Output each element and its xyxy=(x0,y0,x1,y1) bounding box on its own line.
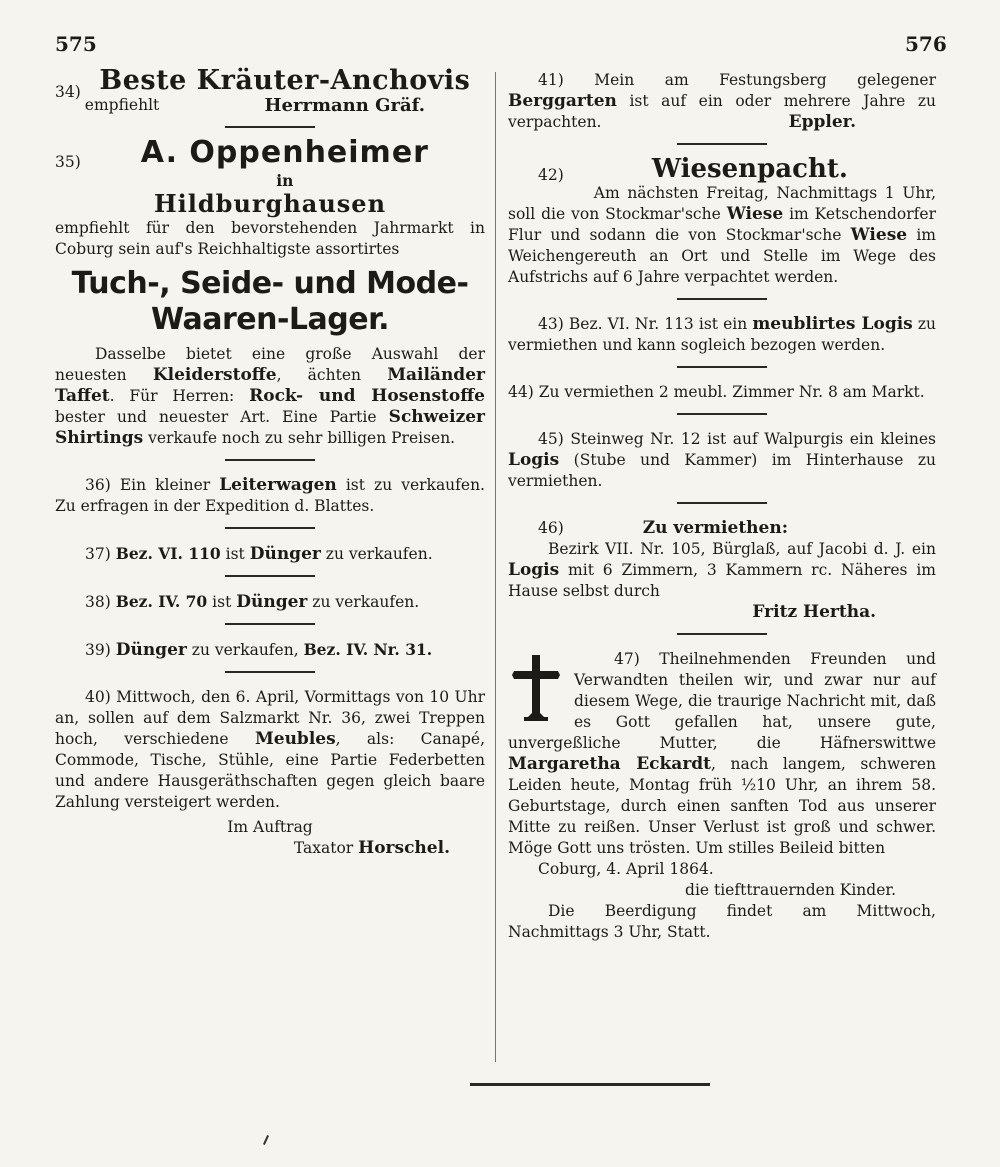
ad-headline: Beste Kräuter-Anchovis xyxy=(99,65,471,96)
ad-number: 46) xyxy=(538,519,564,537)
ad-signature: Herrmann Gräf. xyxy=(264,95,425,116)
ad-headline: Wiesenpacht. xyxy=(651,154,848,184)
ad-headline: Zu vermiethen: xyxy=(642,518,788,538)
separator xyxy=(225,623,315,625)
ad-41: 41) Mein am Festungsberg gelegener Berggarten ist auf ein oder mehrere Jahre zu verpachten. Eppler. xyxy=(508,71,936,132)
separator xyxy=(677,502,767,504)
ad-47: 47) Theilnehmenden Freunden und Verwandten theilen wir, und zwar nur auf diesem Wege, die traurige Nachricht mit, daß es Gott gefallen hat, unsere gute, unvergeßliche Mutter, die Häfnerswittwe Margaretha Eckardt, nach langem, schweren Leiden heute, Montag früh ½10 Uhr, an ihrem 58. Geburtstage, durch einen sanften Tod aus unserer Mitte zu reißen. Unser Verlust ist groß und schwer. Möge Gott uns trösten. Um stilles Beileid bitten Coburg, 4. April 1864. die tiefttrauernden Kinder. Die Beerdigung findet am Mittwoch, Nachmittags 3 Uhr, Statt. xyxy=(508,650,936,941)
ad-body: Dasselbe bietet eine große Auswahl der neuesten Kleiderstoffe, ächten Mailänder Taffet. Für Herren: Rock- und Hosenstoffe bester und neuester Art. Eine Partie Schweizer Shirtings verkaufe noch zu sehr billigen Preisen. xyxy=(55,345,485,448)
separator xyxy=(677,413,767,415)
ad-39: 39) Dünger zu verkaufen, Bez. IV. Nr. 31. xyxy=(85,640,433,660)
separator xyxy=(677,633,767,635)
ad-45: 45) Steinweg Nr. 12 ist auf Walpurgis ein kleines Logis (Stube und Kammer) im Hinterhause zu vermiethen. xyxy=(508,430,936,490)
firm-name: A. Oppenheimer xyxy=(140,135,429,170)
town-name: Hildburghausen xyxy=(153,189,387,218)
ad-signature: Eppler. xyxy=(788,112,856,132)
separator xyxy=(225,126,315,128)
right-column xyxy=(508,70,936,947)
ad-signature: die tiefttrauernden Kinder. xyxy=(685,881,896,899)
ad-intro: empfiehlt für den bevorstehenden Jahrmarkt in Coburg sein auf's Reichhaltigste assortirtes xyxy=(55,219,485,258)
ad-in: in xyxy=(276,171,294,190)
ad-46: 46) Zu vermiethen: Bezirk VII. Nr. 105, Bürglaß, auf Jacobi d. J. ein Logis mit 6 Zimmern, 3 Kammern rc. Näheres im Hause selbst durch Fritz Hertha. xyxy=(508,518,936,622)
ad-signature-line: Im Auftrag xyxy=(227,818,313,836)
separator xyxy=(677,143,767,145)
separator xyxy=(225,527,315,529)
separator xyxy=(225,671,315,673)
ad-37: 37) Bez. VI. 110 ist Dünger zu verkaufen. xyxy=(85,544,433,564)
ad-text: empfiehlt xyxy=(84,96,160,114)
separator xyxy=(225,575,315,577)
ad-44: 44) Zu vermiethen 2 meubl. Zimmer Nr. 8 am Markt. xyxy=(508,383,925,401)
ad-number: 34) xyxy=(55,83,81,101)
ad-34 xyxy=(55,65,485,116)
bottom-rule xyxy=(470,1083,710,1086)
ad-36: 36) Ein kleiner Leiterwagen ist zu verkaufen. Zu erfragen in der Expedition d. Blattes. xyxy=(55,475,485,515)
page-number-left: 575 xyxy=(55,32,97,56)
ad-headline: Tuch-, Seide- und Mode-Waaren-Lager. xyxy=(71,266,469,337)
ad-35 xyxy=(55,135,485,449)
ad-42: 42) Wiesenpacht. Am nächsten Freitag, Nachmittags 1 Uhr, soll die von Stockmar'sche Wiese im Ketschendorfer Flur und sodann die von Stockmar'sche Wiese im Weichengereuth an Ort und Stelle im Wege des Aufstrichs auf 6 Jahre verpachtet werden. xyxy=(508,154,936,286)
ad-funeral-note: Die Beerdigung findet am Mittwoch, Nachmittags 3 Uhr, Statt. xyxy=(508,902,936,941)
ad-40: 40) Mittwoch, den 6. April, Vormittags von 10 Uhr an, sollen auf dem Salzmarkt Nr. 36, zwei Treppen hoch, verschiedene Meubles, als: Canapé, Commode, Tische, Stühle, eine Partie Federbetten und andere Hausgeräthschaften gegen gleich baare Zahlung versteigert werden. Im Auftrag Taxator Horschel. xyxy=(55,688,485,858)
stray-mark xyxy=(263,1135,269,1145)
ad-38: 38) Bez. IV. 70 ist Dünger zu verkaufen. xyxy=(85,592,420,612)
separator xyxy=(677,298,767,300)
separator xyxy=(225,459,315,461)
ad-number: 35) xyxy=(55,153,81,171)
separator xyxy=(677,366,767,368)
ad-43: 43) Bez. VI. Nr. 113 ist ein meublirtes Logis zu vermiethen und kann sogleich bezogen werden. xyxy=(508,314,937,354)
ad-place-date: Coburg, 4. April 1864. xyxy=(538,860,714,878)
mourning-cross-icon xyxy=(508,653,564,723)
ad-signature: Taxator Horschel. xyxy=(293,838,450,858)
ad-number: 42) xyxy=(538,166,564,184)
page-number-right: 576 xyxy=(905,32,947,56)
ad-signature: Fritz Hertha. xyxy=(752,602,876,622)
left-column xyxy=(55,65,485,863)
column-divider xyxy=(495,72,496,1062)
